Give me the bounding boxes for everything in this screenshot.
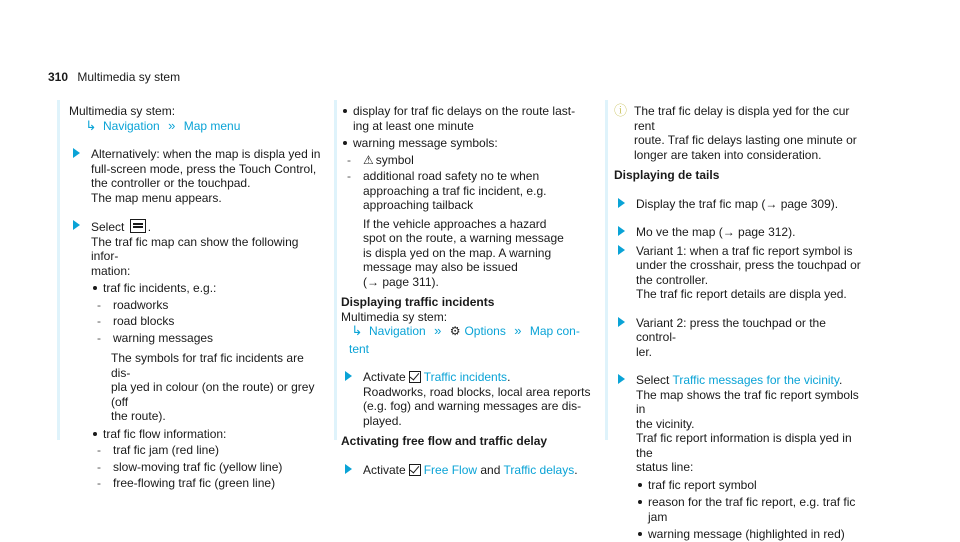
step-select: Select . The traf fic map can show the following infor- mation: traf fic incidents, e.g.: - roadworks - road blocks - warning messages The symbols for traf fic incidents are dis- pla yed in colour (on the route) or grey (off the route). traf fic flow information: - traf fic jam (red line) - slow-moving traf fic (yellow line) - free-flowing traf fic (green line) (69, 219, 324, 491)
symbol-note: The symbols for traf fic incidents are dis- pla yed in colour (on the route) or grey (off the route). (111, 351, 315, 423)
info-icon: ⓘ (614, 103, 628, 118)
path-navigation: Navigation (103, 118, 160, 133)
intro-text: Multimedia sy stem: (69, 104, 176, 118)
hazard-note: If the vehicle approaches a hazard spot on the route, a warning message is displa yed on the map. A warning message may also be issued (→ page 311). (363, 216, 564, 289)
step-arrow-icon (345, 464, 352, 474)
checkbox-icon (409, 464, 421, 476)
section-heading: Displaying de tails (614, 168, 720, 182)
step-arrow-icon (618, 245, 625, 255)
double-chevron-icon: » (514, 323, 522, 338)
list-item: - warning messages (91, 331, 324, 346)
list-item: - slow-moving traf fic (yellow line) (91, 460, 324, 475)
path-map-content: Map con- (529, 324, 580, 338)
list-item: - additional road safety no te when approaching a traf fic incident, e.g. approaching tailback (341, 169, 596, 213)
step-variant-2: Variant 2: press the touchpad or the control- ler. (614, 316, 869, 360)
step-arrow-icon (618, 198, 625, 208)
checkbox-icon (409, 371, 421, 383)
traffic-map-icon (130, 219, 146, 233)
column-3 (614, 104, 869, 542)
list-item: warning message symbols: (341, 136, 596, 151)
list-item: - roadworks (91, 298, 324, 313)
step-display-map: Display the traf fic map (→ page 309). (614, 197, 869, 212)
step-select-vicinity: Select Traffic messages for the vicinity. The map shows the traf fic report symbols in the vicinity. Traf fic report information is displa yed in the status line: traf fic report symbol reason for the traf fic report, e.g. traf fic jam warning message (highlighted in red) (614, 373, 869, 542)
menu-path (69, 119, 324, 134)
step-move-map: Mo ve the map (→ page 312). (614, 225, 869, 240)
step-arrow-icon (73, 220, 80, 230)
list-item: - traf fic jam (red line) (91, 443, 324, 458)
column-rule (605, 100, 608, 440)
step-arrow-icon (345, 371, 352, 381)
list-item: display for traf fic delays on the route last- ing at least one minute (341, 104, 596, 133)
step-arrow-icon (73, 148, 80, 158)
list-item: traf fic flow information: (91, 427, 324, 442)
step-arrow-icon (618, 226, 625, 236)
info-note: ⓘ The traf fic delay is displa yed for the cur rent route. Traf fic delays lasting one minute or longer are taken into consideration. (614, 103, 857, 162)
column-rule (334, 100, 337, 440)
path-options: Options (464, 324, 506, 338)
intro-text: Multimedia sy stem: (341, 309, 448, 324)
step-activate-incidents: Activate Traffic incidents. Roadworks, road blocks, local area reports (e.g. fog) and warning messages are dis- played. (341, 370, 596, 428)
menu-arrow-icon: ↳ (351, 323, 363, 338)
section-heading: Activating free flow and traffic delay (341, 434, 548, 448)
double-chevron-icon: » (168, 117, 176, 133)
double-chevron-icon: » (434, 323, 442, 338)
page-number: 310 (48, 70, 69, 84)
list-item: - ⚠ symbol (341, 153, 596, 168)
list-item: traf fic incidents, e.g.: (91, 281, 324, 296)
warning-triangle-icon: ⚠ (363, 152, 374, 167)
menu-path (341, 324, 596, 356)
menu-arrow-icon: ↳ (85, 117, 97, 133)
step-variant-1: Variant 1: when a traf fic report symbol is under the crosshair, press the touchpad or the controller. The traf fic report details are displa yed. (614, 244, 869, 302)
list-item: warning message (highlighted in red) (636, 527, 869, 542)
step-arrow-icon (618, 374, 625, 384)
step-alternative: Alternatively: when the map is displa yed in full-screen mode, press the Touch Control, the controller or the touchpad. The map menu appears. (69, 147, 324, 205)
path-map-content-cont: tent (349, 341, 370, 356)
list-item: traf fic report symbol (636, 478, 869, 493)
section-title: Multimedia sy stem (77, 70, 181, 84)
gear-icon: ⚙ (449, 324, 461, 338)
step-arrow-icon (618, 317, 625, 327)
path-navigation: Navigation (369, 324, 426, 338)
list-item: - road blocks (91, 314, 324, 329)
step-activate-flow: Activate Free Flow and Traffic delays. (341, 463, 596, 478)
page-header (48, 70, 180, 85)
path-map-menu: Map menu (183, 118, 241, 133)
column-1 (69, 104, 324, 491)
column-rule (57, 100, 60, 440)
column-2 (341, 104, 596, 477)
list-item: reason for the traf fic report, e.g. traf fic jam (636, 495, 869, 524)
section-heading: Displaying traffic incidents (341, 295, 495, 309)
list-item: - free-flowing traf fic (green line) (91, 476, 324, 491)
